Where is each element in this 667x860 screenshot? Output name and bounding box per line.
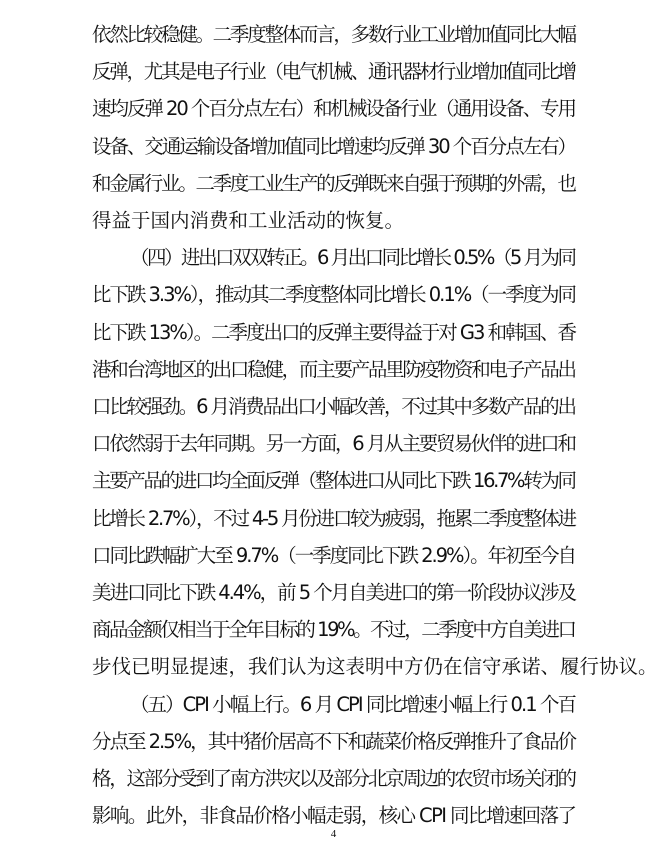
text-line: 格，这部分受到了南方洪灾以及部分北京周边的农贸市场关闭的 xyxy=(92,767,575,790)
text-line: 口比较强劲。6 月消费品出口小幅改善，不过其中多数产品的出 xyxy=(92,395,575,418)
text-line: 设备、交通运输设备增加值同比增速均反弹 30 个百分点左右） xyxy=(92,134,575,158)
text-line: （五）CPI 小幅上行。6 月 CPI 同比增速小幅上行 0.1 个百 xyxy=(130,692,576,716)
text-line: （四）进出口双双转正。6 月出口同比增长 0.5%（5 月为同 xyxy=(130,246,575,270)
text-line: 口同比跌幅扩大至 9.7%（一季度同比下跌 2.9%）。年初至今自 xyxy=(92,543,575,567)
text-line: 和金属行业。二季度工业生产的反弹既来自强于预期的外需，也 xyxy=(92,171,575,195)
page-number: 4 xyxy=(330,828,337,840)
text-line: 口依然弱于去年同期。另一方面，6 月从主要贸易伙伴的进口和 xyxy=(92,432,575,456)
text-line: 港和台湾地区的出口稳健，而主要产品里防疫物资和电子产品出 xyxy=(92,357,575,381)
text-line: 得益于国内消费和工业活动的恢复。 xyxy=(92,209,405,232)
text-line: 商品金额仅相当于全年目标的 19%。不过，二季度中方自美进口 xyxy=(92,618,575,642)
text-line: 步伐已明显提速，我们认为这表明中方仍在信守承诺、履行协议。 xyxy=(92,655,658,679)
text-line: 反弹，尤其是电子行业（电气机械、通讯器材行业增加值同比增 xyxy=(92,60,575,84)
text-line: 速均反弹 20 个百分点左右）和机械设备行业（通用设备、专用 xyxy=(92,97,575,121)
text-line: 主要产品的进口均全面反弹（整体进口从同比下跌 16.7%转为同 xyxy=(92,469,575,493)
text-line: 依然比较稳健。二季度整体而言，多数行业工业增加值同比大幅 xyxy=(92,23,575,46)
text-line: 比下跌 13%）。二季度出口的反弹主要得益于对 G3 和韩国、香 xyxy=(92,320,575,344)
text-line: 比增长 2.7%），不过 4-5 月份进口较为疲弱，拖累二季度整体进 xyxy=(92,506,575,530)
text-line: 影响。此外，非食品价格小幅走弱，核心 CPI 同比增速回落了 xyxy=(92,804,576,828)
text-line: 美进口同比下跌 4.4%，前 5 个月自美进口的第一阶段协议涉及 xyxy=(92,581,575,604)
text-line: 比下跌 3.3%），推动其二季度整体同比增长 0.1%（一季度为同 xyxy=(92,283,575,307)
text-line: 分点至 2.5%，其中猪价居高不下和蔬菜价格反弹推升了食品价 xyxy=(92,729,575,753)
